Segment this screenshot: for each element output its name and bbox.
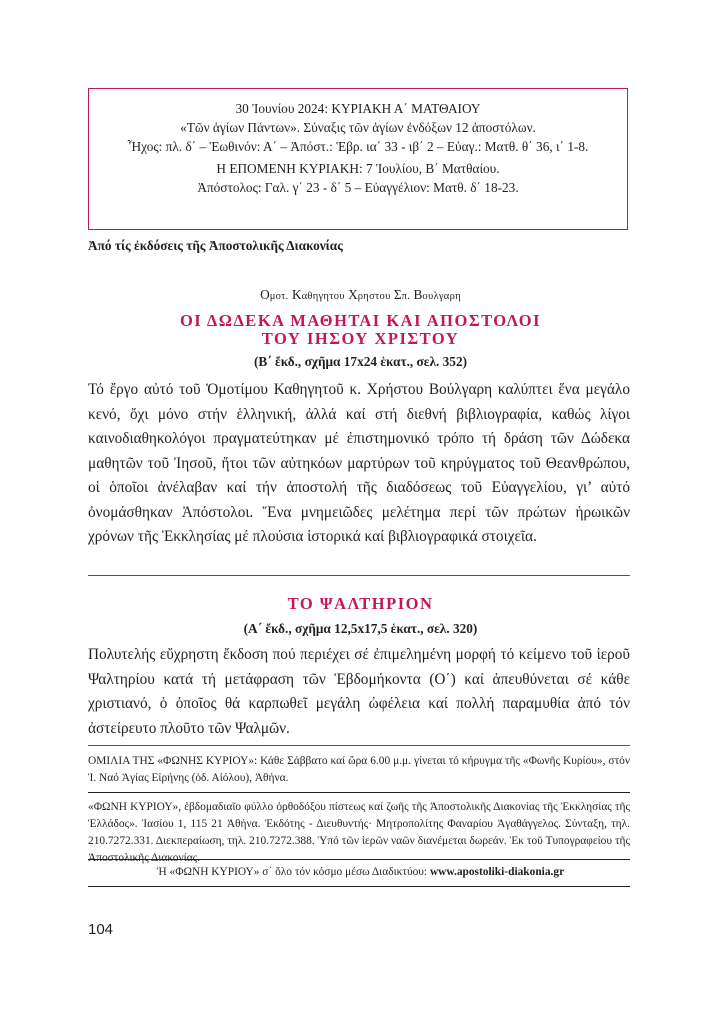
schedule-line-next-sunday: Η ΕΠΟΜΕΝΗ ΚΥΡΙΑΚΗ: 7 Ἰουλίου, Β΄ Ματθαίου. (216, 161, 500, 176)
schedule-line-date: 30 Ἰουνίου 2024: ΚΥΡΙΑΚΗ Α΄ ΜΑΤΘΑΙΟΥ (235, 101, 481, 116)
schedule-line-feast: «Τῶν ἁγίων Πάντων». Σύναξις τῶν ἁγίων ἐνδόξων 12 ἀποστόλων. (180, 120, 536, 135)
page-number: 104 (88, 921, 114, 938)
footer-divider (88, 745, 630, 746)
book1-title-line1: ΟΙ ΔΩΔΕΚΑ ΜΑΘΗΤΑΙ ΚΑΙ ΑΠΟΣΤΟΛΟΙ (179, 311, 542, 330)
book2-edition: (Α΄ ἔκδ., σχῆμα 12,5x17,5 ἑκατ., σελ. 320) (243, 621, 478, 636)
book1-edition: (Β΄ ἔκδ., σχῆμα 17x24 ἑκατ., σελ. 352) (253, 354, 468, 369)
footer-rule-2 (88, 859, 630, 860)
book1-author: Ομοτ. Καθηγητου Χρηστου Σπ. Βουλγαρη (260, 287, 461, 302)
book2-description: Πολυτελής εὔχρηστη ἔκδοση πού περιέχει σέ ἐπιμελημένη μορφή τό κείμενο τοῦ ἱεροῦ Ψαλτηρίου κατά τή μετάφραση τῶν Ἑβδομήκοντα (Ο΄) καί ἀπευθύνεται σέ κάθε χριστιανό, ὁ ὁποῖος θά καρπωθεῖ μεγάλη ὠφέλεια καί πολλή παραμυθία ἀπό τόν ἀστείρευτο πλοῦτο τῶν Ψαλμῶν. (88, 646, 630, 737)
book1-title (0, 312, 721, 348)
website-line (0, 866, 721, 878)
book1-description: Τό ἔργο αὐτό τοῦ Ὁμοτίμου Καθηγητοῦ κ. Χρήστου Βούλγαρη καλύπτει ἕνα μεγάλο κενό, ὄχι μόνο στήν ἑλληνική, ἀλλά καί στή διεθνή βιβλιογραφία, καθώς λίγοι καινοδιαθηκολόγοι πραγματεύτηκαν μέ ἐπιστημονικό τρόπο τή δράση τῶν Δώδεκα μαθητῶν τοῦ Ἰησοῦ, ἤτοι τῶν αὐτηκόων μαρτύρων τοῦ κηρύγματος τοῦ Θεανθρώπου, οἱ ὁποῖοι ἀνέλαβαν καί τήν ἀποστολή τῆς διαδόσεως τοῦ Εὐαγγελίου, γι’ αὐτό ὀνομάσθηκαν Ἀπόστολοι. Ἕνα μνημειῶδες μελέτημα περί τῶν πρώτων ἡρωικῶν χρόνων τῆς Ἐκκλησίας μέ πλούσια ἱστορικά καί βιβλιογραφικά στοιχεῖα. (88, 381, 630, 545)
website-text: Ἡ «ΦΩΝΗ ΚΥΡΙΟΥ» σ΄ ὅλο τόν κόσμο μέσω Διαδικτύου: (156, 866, 430, 878)
website-link[interactable]: www.apostoliki-diakonia.gr (429, 866, 565, 878)
schedule-line-next-readings: Ἀπόστολος: Γαλ. γ΄ 23 - δ΄ 5 – Εὐαγγέλιον: Ματθ. δ΄ 18-23. (197, 180, 519, 195)
schedule-line-readings: Ἦχος: πλ. δ΄ – Ἑωθινόν: Α΄ – Ἀπόστ.: Ἑβρ. ια΄ 33 - ιβ΄ 2 – Εὐαγ.: Ματθ. θ΄ 36, ι΄ 1-8. (127, 139, 589, 154)
publisher-heading: Ἀπό τίς ἐκδόσεις τῆς Ἀποστολικῆς Διακονίας (88, 238, 343, 253)
homily-notice: ΟΜΙΛΙΑ ΤΗΣ «ΦΩΝΗΣ ΚΥΡΙΟΥ»: Κάθε Σάββατο καί ὥρα 6.00 μ.μ. γίνεται τό κήρυγμα τῆς «Φωνῆς Κυρίου», στόν Ἱ. Ναό Ἁγίας Εἰρήνης (ὁδ. Αἰόλου), Ἀθήνα. (88, 755, 630, 784)
publication-imprint: «ΦΩΝΗ ΚΥΡΙΟΥ», ἑβδομαδιαῖο φύλλο ὀρθοδόξου πίστεως καί ζωῆς τῆς Ἀποστολικῆς Διακονίας τῆς Ἐκκλησίας τῆς Ἑλλάδος». Ἰασίου 1, 115 21 Ἀθήνα. Ἐκδότης - Διευθυντής· Μητροπολίτης Φαναρίου Ἀγαθάγγελος. Σύνταξη, τηλ. 210.7272.331. Διεκπεραίωση, τηλ. 210.7272.388. Ὑπό τῶν ἱερῶν ναῶν διανέμεται δωρεάν. Ἐκ τοῦ Τυπογραφείου τῆς Ἀποστολικῆς Διακονίας. (88, 801, 630, 864)
section-divider (88, 575, 630, 576)
book1-title-line2: ΤΟΥ ΙΗΣΟΥ ΧΡΙΣΤΟΥ (261, 329, 460, 348)
footer-rule-1 (88, 792, 630, 793)
liturgical-schedule-box (88, 88, 628, 230)
book2-title: ΤΟ ΨΑΛΤΗΡΙΟΝ (287, 594, 434, 613)
footer-rule-3 (88, 886, 630, 887)
